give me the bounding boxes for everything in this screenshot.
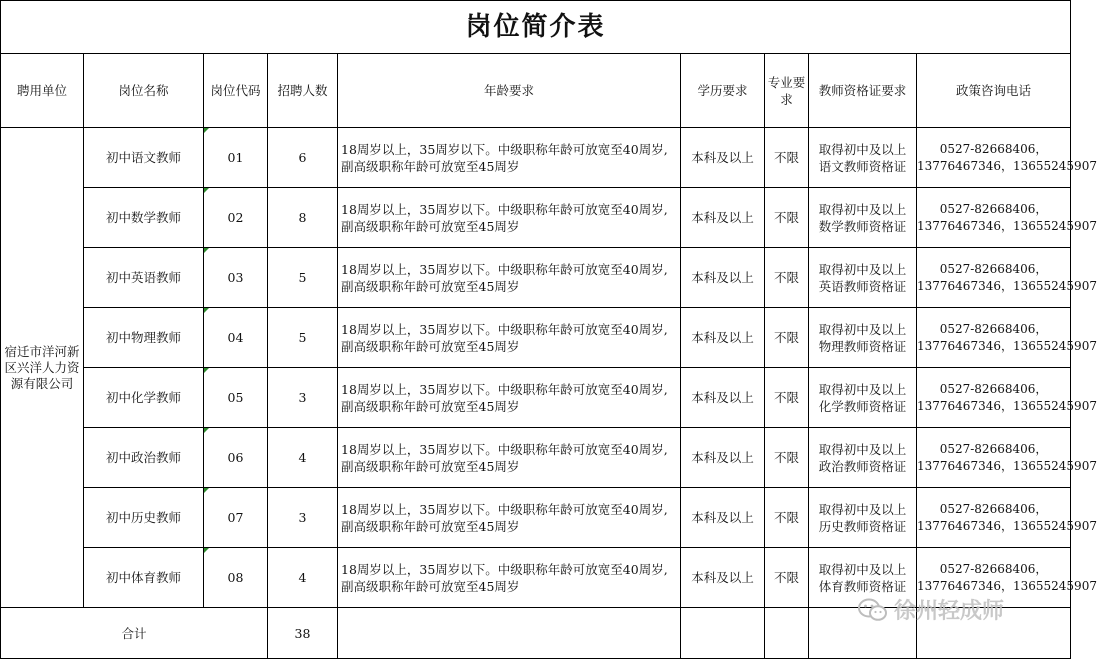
major-requirement: 不限 (765, 548, 809, 608)
position-code: 02 (204, 188, 268, 248)
position-name: 初中化学教师 (84, 368, 204, 428)
cert-line-1: 取得初中及以上 (818, 141, 907, 157)
header-code: 岗位代码 (204, 54, 268, 128)
cert-line-2: 英语教师资格证 (818, 278, 907, 294)
consult-phone (917, 308, 1097, 368)
major-requirement: 不限 (765, 428, 809, 488)
consult-phone (917, 428, 1097, 488)
position-code: 06 (204, 428, 268, 488)
cert-line-2: 历史教师资格证 (818, 518, 907, 534)
position-name: 初中政治教师 (84, 428, 204, 488)
phone-line-2: 13776467346，13655245907 (917, 218, 1097, 233)
position-name: 初中历史教师 (84, 488, 204, 548)
major-requirement: 不限 (765, 488, 809, 548)
cert-line-2: 语文教师资格证 (818, 158, 907, 174)
age-line-2: 副高级职称年龄可放宽至45周岁 (341, 218, 520, 234)
header-age: 年龄要求 (338, 54, 681, 128)
table-row (1, 308, 1071, 368)
certificate-requirement (809, 488, 917, 548)
cert-line-2: 物理教师资格证 (818, 338, 907, 354)
age-requirement (338, 188, 681, 248)
phone-line-2: 13776467346，13655245907 (917, 518, 1097, 533)
phone-line-2: 13776467346，13655245907 (917, 158, 1097, 173)
hire-count: 5 (268, 308, 338, 368)
cert-line-1: 取得初中及以上 (818, 261, 907, 277)
employer-unit: 宿迁市洋河新区兴洋人力资源有限公司 (1, 128, 84, 608)
phone-line-1: 0527-82668406， (939, 561, 1048, 576)
phone-line-1: 0527-82668406， (939, 141, 1048, 156)
header-count: 招聘人数 (268, 54, 338, 128)
phone-line-1: 0527-82668406， (939, 261, 1048, 276)
phone-line-2: 13776467346，13655245907 (917, 578, 1097, 593)
phone-line-2: 13776467346，13655245907 (917, 278, 1097, 293)
education-requirement: 本科及以上 (681, 368, 765, 428)
age-line-2: 副高级职称年龄可放宽至45周岁 (341, 458, 520, 474)
watermark-text: 徐州轻成师 (894, 599, 1005, 624)
position-code: 01 (204, 128, 268, 188)
age-requirement (338, 248, 681, 308)
major-requirement: 不限 (765, 128, 809, 188)
age-requirement (338, 308, 681, 368)
education-requirement: 本科及以上 (681, 308, 765, 368)
total-count: 38 (268, 608, 338, 659)
certificate-requirement (809, 428, 917, 488)
hire-count: 5 (268, 248, 338, 308)
empty-cell (338, 608, 681, 659)
cert-line-2: 政治教师资格证 (818, 458, 907, 474)
hire-count: 3 (268, 488, 338, 548)
cert-line-1: 取得初中及以上 (818, 501, 907, 517)
age-line-1: 18周岁以上，35周岁以下。中级职称年龄可放宽至40周岁, (341, 381, 668, 397)
table-row (1, 188, 1071, 248)
cert-line-1: 取得初中及以上 (818, 321, 907, 337)
position-code: 08 (204, 548, 268, 608)
table-title: 岗位简介表 (1, 1, 1071, 54)
cert-line-1: 取得初中及以上 (818, 561, 907, 577)
position-code: 07 (204, 488, 268, 548)
certificate-requirement (809, 308, 917, 368)
certificate-requirement (809, 548, 917, 608)
hire-count: 4 (268, 548, 338, 608)
age-line-2: 副高级职称年龄可放宽至45周岁 (341, 398, 520, 414)
header-education: 学历要求 (681, 54, 765, 128)
header-position: 岗位名称 (84, 54, 204, 128)
education-requirement: 本科及以上 (681, 488, 765, 548)
cert-line-1: 取得初中及以上 (818, 381, 907, 397)
major-requirement: 不限 (765, 248, 809, 308)
major-requirement: 不限 (765, 308, 809, 368)
age-line-1: 18周岁以上，35周岁以下。中级职称年龄可放宽至40周岁, (341, 321, 668, 337)
consult-phone (917, 488, 1097, 548)
hire-count: 4 (268, 428, 338, 488)
position-name: 初中体育教师 (84, 548, 204, 608)
age-line-1: 18周岁以上，35周岁以下。中级职称年龄可放宽至40周岁, (341, 201, 668, 217)
position-name: 初中物理教师 (84, 308, 204, 368)
education-requirement: 本科及以上 (681, 428, 765, 488)
table-row (1, 128, 1071, 188)
phone-line-2: 13776467346，13655245907 (917, 398, 1097, 413)
age-line-2: 副高级职称年龄可放宽至45周岁 (341, 518, 520, 534)
certificate-requirement (809, 368, 917, 428)
certificate-requirement (809, 128, 917, 188)
age-requirement (338, 368, 681, 428)
age-line-2: 副高级职称年龄可放宽至45周岁 (341, 158, 520, 174)
header-major: 专业要求 (765, 54, 809, 128)
cert-line-2: 化学教师资格证 (818, 398, 907, 414)
education-requirement: 本科及以上 (681, 248, 765, 308)
age-requirement (338, 548, 681, 608)
phone-line-2: 13776467346，13655245907 (917, 338, 1097, 353)
age-line-1: 18周岁以上，35周岁以下。中级职称年龄可放宽至40周岁, (341, 141, 668, 157)
header-certificate: 教师资格证要求 (809, 54, 917, 128)
position-code: 03 (204, 248, 268, 308)
position-code: 05 (204, 368, 268, 428)
certificate-requirement (809, 188, 917, 248)
title-row (1, 1, 1071, 54)
header-unit: 聘用单位 (1, 54, 84, 128)
hire-count: 6 (268, 128, 338, 188)
consult-phone (917, 188, 1097, 248)
major-requirement: 不限 (765, 188, 809, 248)
cert-line-1: 取得初中及以上 (818, 201, 907, 217)
age-line-1: 18周岁以上，35周岁以下。中级职称年龄可放宽至40周岁, (341, 441, 668, 457)
empty-cell (917, 608, 1071, 659)
education-requirement: 本科及以上 (681, 128, 765, 188)
age-requirement (338, 488, 681, 548)
consult-phone (917, 548, 1097, 608)
empty-cell (681, 608, 765, 659)
table-row (1, 488, 1071, 548)
table-row (1, 428, 1071, 488)
consult-phone (917, 248, 1097, 308)
empty-cell (765, 608, 809, 659)
table-row (1, 368, 1071, 428)
consult-phone (917, 128, 1097, 188)
phone-line-2: 13776467346，13655245907 (917, 458, 1097, 473)
hire-count: 8 (268, 188, 338, 248)
major-requirement: 不限 (765, 368, 809, 428)
header-row (1, 54, 1071, 128)
age-line-2: 副高级职称年龄可放宽至45周岁 (341, 278, 520, 294)
cert-line-2: 体育教师资格证 (818, 578, 907, 594)
phone-line-1: 0527-82668406， (939, 501, 1048, 516)
phone-line-1: 0527-82668406， (939, 441, 1048, 456)
phone-line-1: 0527-82668406， (939, 201, 1048, 216)
consult-phone (917, 368, 1097, 428)
age-line-1: 18周岁以上，35周岁以下。中级职称年龄可放宽至40周岁, (341, 261, 668, 277)
total-label: 合计 (1, 608, 268, 659)
age-requirement (338, 128, 681, 188)
empty-cell (809, 608, 917, 659)
header-phone: 政策咨询电话 (917, 54, 1071, 128)
table-row (1, 548, 1071, 608)
age-requirement (338, 428, 681, 488)
cert-line-2: 数学教师资格证 (818, 218, 907, 234)
age-line-2: 副高级职称年龄可放宽至45周岁 (341, 338, 520, 354)
certificate-requirement (809, 248, 917, 308)
total-row (1, 608, 1071, 659)
position-name: 初中数学教师 (84, 188, 204, 248)
education-requirement: 本科及以上 (681, 548, 765, 608)
table-row (1, 248, 1071, 308)
position-name: 初中语文教师 (84, 128, 204, 188)
position-name: 初中英语教师 (84, 248, 204, 308)
age-line-1: 18周岁以上，35周岁以下。中级职称年龄可放宽至40周岁, (341, 561, 668, 577)
position-code: 04 (204, 308, 268, 368)
cert-line-1: 取得初中及以上 (818, 441, 907, 457)
phone-line-1: 0527-82668406， (939, 381, 1048, 396)
phone-line-1: 0527-82668406， (939, 321, 1048, 336)
hire-count: 3 (268, 368, 338, 428)
age-line-2: 副高级职称年龄可放宽至45周岁 (341, 578, 520, 594)
age-line-1: 18周岁以上，35周岁以下。中级职称年龄可放宽至40周岁, (341, 501, 668, 517)
education-requirement: 本科及以上 (681, 188, 765, 248)
